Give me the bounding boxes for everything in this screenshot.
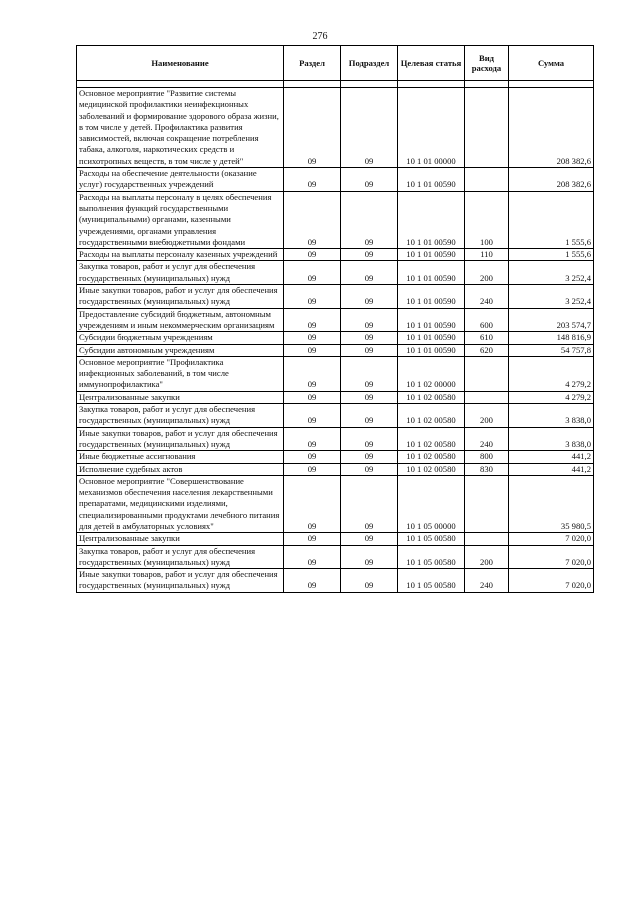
row-expense-type <box>465 88 509 168</box>
row-expense-type: 200 <box>465 545 509 569</box>
row-target: 10 1 02 00000 <box>398 356 465 391</box>
table-row <box>77 308 594 332</box>
row-name: Иные закупки товаров, работ и услуг для обеспечения государственных (муниципальных) нужд <box>77 427 284 451</box>
row-subsection: 09 <box>341 261 398 285</box>
row-expense-type: 200 <box>465 404 509 428</box>
row-target: 10 1 02 00580 <box>398 391 465 403</box>
row-amount: 3 252,4 <box>509 285 594 309</box>
row-amount: 4 279,2 <box>509 356 594 391</box>
row-amount: 3 252,4 <box>509 261 594 285</box>
table-row <box>77 545 594 569</box>
row-expense-type: 240 <box>465 427 509 451</box>
row-subsection: 09 <box>341 404 398 428</box>
row-target: 10 1 05 00000 <box>398 475 465 532</box>
row-section: 09 <box>284 545 341 569</box>
row-target: 10 1 01 00590 <box>398 261 465 285</box>
row-subsection: 09 <box>341 191 398 248</box>
spacer-row <box>77 81 594 88</box>
row-expense-type: 610 <box>465 332 509 344</box>
table-row <box>77 391 594 403</box>
row-subsection: 09 <box>341 285 398 309</box>
row-name: Расходы на обеспечение деятельности (оказание услуг) государственных учреждений <box>77 168 284 192</box>
row-amount: 3 838,0 <box>509 404 594 428</box>
row-expense-type: 240 <box>465 569 509 593</box>
row-subsection: 09 <box>341 308 398 332</box>
row-section: 09 <box>284 332 341 344</box>
row-target: 10 1 01 00590 <box>398 285 465 309</box>
row-section: 09 <box>284 261 341 285</box>
row-expense-type: 620 <box>465 344 509 356</box>
row-subsection: 09 <box>341 427 398 451</box>
row-name: Иные бюджетные ассигнования <box>77 451 284 463</box>
row-name: Основное мероприятие "Развитие системы медицинской профилактики неинфекционных заболеваний и формирование здорового образа жизни, в том числе у детей. Профилактика развития зависимостей, включая сокращение потребления табака, алкоголя, наркотических средств и психотропных веществ, в том числе у детей" <box>77 88 284 168</box>
table-row <box>77 451 594 463</box>
row-amount: 208 382,6 <box>509 168 594 192</box>
table-row <box>77 285 594 309</box>
table-header <box>77 46 594 81</box>
header-subsection: Подраздел <box>341 46 398 81</box>
row-section: 09 <box>284 463 341 475</box>
row-name: Иные закупки товаров, работ и услуг для обеспечения государственных (муниципальных) нужд <box>77 569 284 593</box>
row-subsection: 09 <box>341 249 398 261</box>
row-section: 09 <box>284 308 341 332</box>
row-name: Централизованные закупки <box>77 391 284 403</box>
table-row <box>77 191 594 248</box>
budget-table <box>76 45 594 593</box>
row-section: 09 <box>284 285 341 309</box>
header-amount: Сумма <box>509 46 594 81</box>
row-expense-type <box>465 356 509 391</box>
row-section: 09 <box>284 404 341 428</box>
row-amount: 1 555,6 <box>509 191 594 248</box>
row-expense-type: 800 <box>465 451 509 463</box>
row-name: Иные закупки товаров, работ и услуг для обеспечения государственных (муниципальных) нужд <box>77 285 284 309</box>
row-subsection: 09 <box>341 463 398 475</box>
row-target: 10 1 01 00590 <box>398 308 465 332</box>
row-subsection: 09 <box>341 344 398 356</box>
row-subsection: 09 <box>341 475 398 532</box>
row-name: Закупка товаров, работ и услуг для обеспечения государственных (муниципальных) нужд <box>77 545 284 569</box>
table-row <box>77 168 594 192</box>
row-expense-type: 200 <box>465 261 509 285</box>
row-name: Исполнение судебных актов <box>77 463 284 475</box>
row-target: 10 1 02 00580 <box>398 404 465 428</box>
row-target: 10 1 01 00590 <box>398 191 465 248</box>
row-target: 10 1 01 00000 <box>398 88 465 168</box>
row-amount: 148 816,9 <box>509 332 594 344</box>
row-expense-type: 100 <box>465 191 509 248</box>
row-section: 09 <box>284 451 341 463</box>
row-section: 09 <box>284 344 341 356</box>
row-target: 10 1 02 00580 <box>398 427 465 451</box>
row-subsection: 09 <box>341 533 398 545</box>
row-target: 10 1 01 00590 <box>398 168 465 192</box>
row-section: 09 <box>284 356 341 391</box>
row-subsection: 09 <box>341 569 398 593</box>
row-name: Расходы на выплаты персоналу в целях обеспечения выполнения функций государственными (муниципальными) органами, казенными учреждениями, органами управления государственными внебюджетными фондами <box>77 191 284 248</box>
row-subsection: 09 <box>341 451 398 463</box>
row-name: Основное мероприятие "Совершенствование механизмов обеспечения населения лекарственными препаратами, медицинскими изделиями, специализированными продуктами лечебного питания для детей в амбулаторных условиях" <box>77 475 284 532</box>
row-subsection: 09 <box>341 88 398 168</box>
header-section: Раздел <box>284 46 341 81</box>
row-subsection: 09 <box>341 356 398 391</box>
row-subsection: 09 <box>341 332 398 344</box>
table-row <box>77 261 594 285</box>
row-expense-type <box>465 475 509 532</box>
table-row <box>77 249 594 261</box>
row-amount: 35 980,5 <box>509 475 594 532</box>
row-target: 10 1 05 00580 <box>398 545 465 569</box>
row-amount: 208 382,6 <box>509 88 594 168</box>
row-amount: 7 020,0 <box>509 533 594 545</box>
row-section: 09 <box>284 427 341 451</box>
row-amount: 4 279,2 <box>509 391 594 403</box>
row-section: 09 <box>284 533 341 545</box>
row-subsection: 09 <box>341 545 398 569</box>
page-number: 276 <box>312 31 328 42</box>
row-expense-type: 240 <box>465 285 509 309</box>
header-expense-type: Вид расхода <box>465 46 509 81</box>
header-target: Целевая статья <box>398 46 465 81</box>
row-name: Закупка товаров, работ и услуг для обеспечения государственных (муниципальных) нужд <box>77 261 284 285</box>
table-row <box>77 533 594 545</box>
table-row <box>77 344 594 356</box>
row-amount: 54 757,8 <box>509 344 594 356</box>
row-amount: 7 020,0 <box>509 545 594 569</box>
row-expense-type: 600 <box>465 308 509 332</box>
table-row <box>77 332 594 344</box>
row-target: 10 1 02 00580 <box>398 463 465 475</box>
row-name: Расходы на выплаты персоналу казенных учреждений <box>77 249 284 261</box>
row-expense-type: 830 <box>465 463 509 475</box>
row-section: 09 <box>284 475 341 532</box>
table-row <box>77 475 594 532</box>
row-section: 09 <box>284 168 341 192</box>
header-name: Наименование <box>77 46 284 81</box>
row-name: Субсидии автономным учреждениям <box>77 344 284 356</box>
row-subsection: 09 <box>341 168 398 192</box>
row-expense-type <box>465 533 509 545</box>
row-amount: 3 838,0 <box>509 427 594 451</box>
row-name: Основное мероприятие "Профилактика инфекционных заболеваний, в том числе иммунопрофилактика" <box>77 356 284 391</box>
row-expense-type <box>465 168 509 192</box>
table-row <box>77 427 594 451</box>
row-target: 10 1 01 00590 <box>398 332 465 344</box>
row-section: 09 <box>284 391 341 403</box>
row-target: 10 1 05 00580 <box>398 533 465 545</box>
row-expense-type <box>465 391 509 403</box>
row-section: 09 <box>284 191 341 248</box>
table-row <box>77 88 594 168</box>
table-row <box>77 569 594 593</box>
row-section: 09 <box>284 249 341 261</box>
row-target: 10 1 01 00590 <box>398 249 465 261</box>
row-amount: 203 574,7 <box>509 308 594 332</box>
row-name: Централизованные закупки <box>77 533 284 545</box>
row-name: Субсидии бюджетным учреждениям <box>77 332 284 344</box>
row-amount: 441,2 <box>509 463 594 475</box>
row-target: 10 1 01 00590 <box>398 344 465 356</box>
row-subsection: 09 <box>341 391 398 403</box>
table-row <box>77 356 594 391</box>
row-section: 09 <box>284 88 341 168</box>
row-amount: 1 555,6 <box>509 249 594 261</box>
row-expense-type: 110 <box>465 249 509 261</box>
row-target: 10 1 05 00580 <box>398 569 465 593</box>
table-body <box>77 81 594 593</box>
row-amount: 441,2 <box>509 451 594 463</box>
table-row <box>77 463 594 475</box>
row-target: 10 1 02 00580 <box>398 451 465 463</box>
row-name: Предоставление субсидий бюджетным, автономным учреждениям и иным некоммерческим организациям <box>77 308 284 332</box>
table-row <box>77 404 594 428</box>
row-name: Закупка товаров, работ и услуг для обеспечения государственных (муниципальных) нужд <box>77 404 284 428</box>
row-section: 09 <box>284 569 341 593</box>
row-amount: 7 020,0 <box>509 569 594 593</box>
